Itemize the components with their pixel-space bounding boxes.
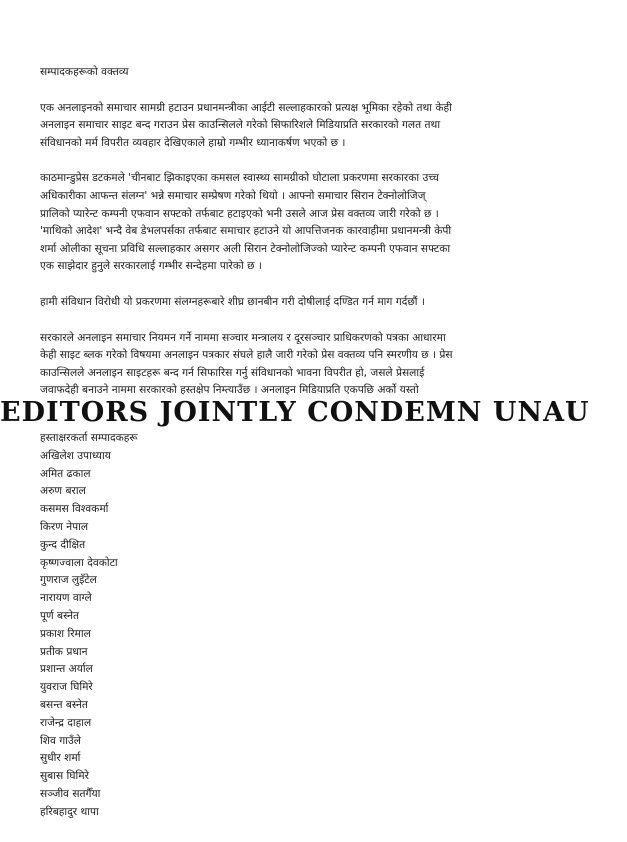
signatory-name: हरिबहादुर थापा: [40, 805, 99, 818]
signatory-name: गुणराज लुइँटेल: [40, 574, 97, 587]
signatory-name: प्रकाश रिमाल: [40, 627, 91, 640]
statement-heading: सम्पादकहरूको वक्तव्य: [40, 66, 129, 78]
signatory-name: अरुण बराल: [40, 485, 86, 498]
signatory-name: बसन्त बस्नेत: [40, 698, 88, 711]
signatory-name: राजेन्द्र दाहाल: [40, 716, 92, 729]
signatory-name: सुबास घिमिरे: [40, 770, 89, 783]
signatory-name: किरण नेपाल: [40, 520, 89, 533]
paragraph-4: सरकारले अनलाइन समाचार नियमन गर्ने नाममा सञ्चार मन्त्रालय र दूरसञ्चार प्राधिकरणको पत्रका आधारमा केही साइट ब्लक गरेको विषयमा अनलाइन पत्रकार संघले हालै जारी गरेको प्रेस वक्तव्य पनि स्मरणीय छ । प्रेस काउन्सिलले अनलाइन साइटहरू बन्द गर्न सिफारिस गर्नु संविधानको भावना विपरीत हो, जसले प्रेसलाई जवाफदेही बनाउने नाममा सरकारको हस्तक्षेप निम्त्याउँछ । अनलाइन मिडियाप्रति एकपछि अर्को यस्तो: [40, 331, 453, 397]
paragraph-3: हामी संविधान विरोधी यो प्रकरणमा संलग्नहरूबारे शीघ्र छानबीन गरी दोषीलाई दण्डित गर्न माग गर्दछौं ।: [40, 295, 425, 308]
signatory-name: शिव गाउँले: [40, 734, 81, 747]
statement-body: [40, 64, 600, 400]
signatory-name: कसमस विश्वकर्मा: [40, 503, 109, 516]
signatory-name: सञ्जीव सतगैँया: [40, 787, 101, 800]
signatory-name: युवराज घिमिरे: [40, 681, 93, 694]
signatories-list: [40, 430, 340, 822]
signatory-name: प्रशान्त अर्याल: [40, 663, 93, 676]
signatory-name: कुन्द दीक्षित: [40, 538, 86, 551]
signatory-name: अमित ढकाल: [40, 467, 91, 480]
signatory-name: प्रतीक प्रधान: [40, 645, 88, 658]
signatory-name: अखिलेश उपाध्याय: [40, 449, 111, 462]
signatory-name: कृष्णज्वाला देवकोटा: [40, 556, 118, 569]
signatory-name: नारायण वाग्ले: [40, 592, 92, 605]
paragraph-2: काठमान्डुप्रेस डटकमले 'चीनबाट झिकाइएका कमसल स्वास्थ्य सामग्रीको घोटाला प्रकरणमा सरकारका उच्च अधिकारीका आफन्त संलग्न' भन्ने समाचार सम्प्रेषण गरेको थियो । आफ्नो समाचार सिरान टेक्नोलोजिज् प्रालिको प्यारेन्ट कम्पनी एफवान सफ्टको तर्फबाट हटाइएको भनी उसले आज प्रेस वक्तव्य जारी गरेको छ । 'माथिको आदेश' भन्दै वेब डेभलपर्सका तर्फबाट समाचार हटाउने यो आपत्तिजनक कारवाहीमा प्रधानमन्त्री केपी शर्मा ओलीका सूचना प्रविधि सल्लाहकार असगर अली सिरान टेक्नोलोजिज्को प्यारेन्ट कम्पनी एफवान सफ्टका एक साझेदार हुनुले सरकारलाई गम्भीर सन्देहमा पारेको छ ।: [40, 172, 452, 273]
headline-banner: EDITORS JOINTLY CONDEMN UNAU: [0, 396, 627, 430]
signatory-name: पूर्ण बस्नेत: [40, 609, 80, 622]
signatories-title: हस्ताक्षरकर्ता सम्पादकहरू: [40, 432, 138, 444]
paragraph-1: एक अनलाइनको समाचार सामग्री हटाउन प्रधानमन्त्रीका आईटी सल्लाहकारको प्रत्यक्ष भूमिका रहेको तथा केही अनलाइन समाचार साइट बन्द गराउन प्रेस काउन्सिलले गरेको सिफारिशले मिडियाप्रति सरकारको गलत तथा संविधानको मर्म विपरीत व्यवहार देखिएकाले हाम्रो गम्भीर ध्यानाकर्षण भएको छ ।: [40, 101, 452, 149]
signatory-name: सुधीर शर्मा: [40, 752, 81, 765]
